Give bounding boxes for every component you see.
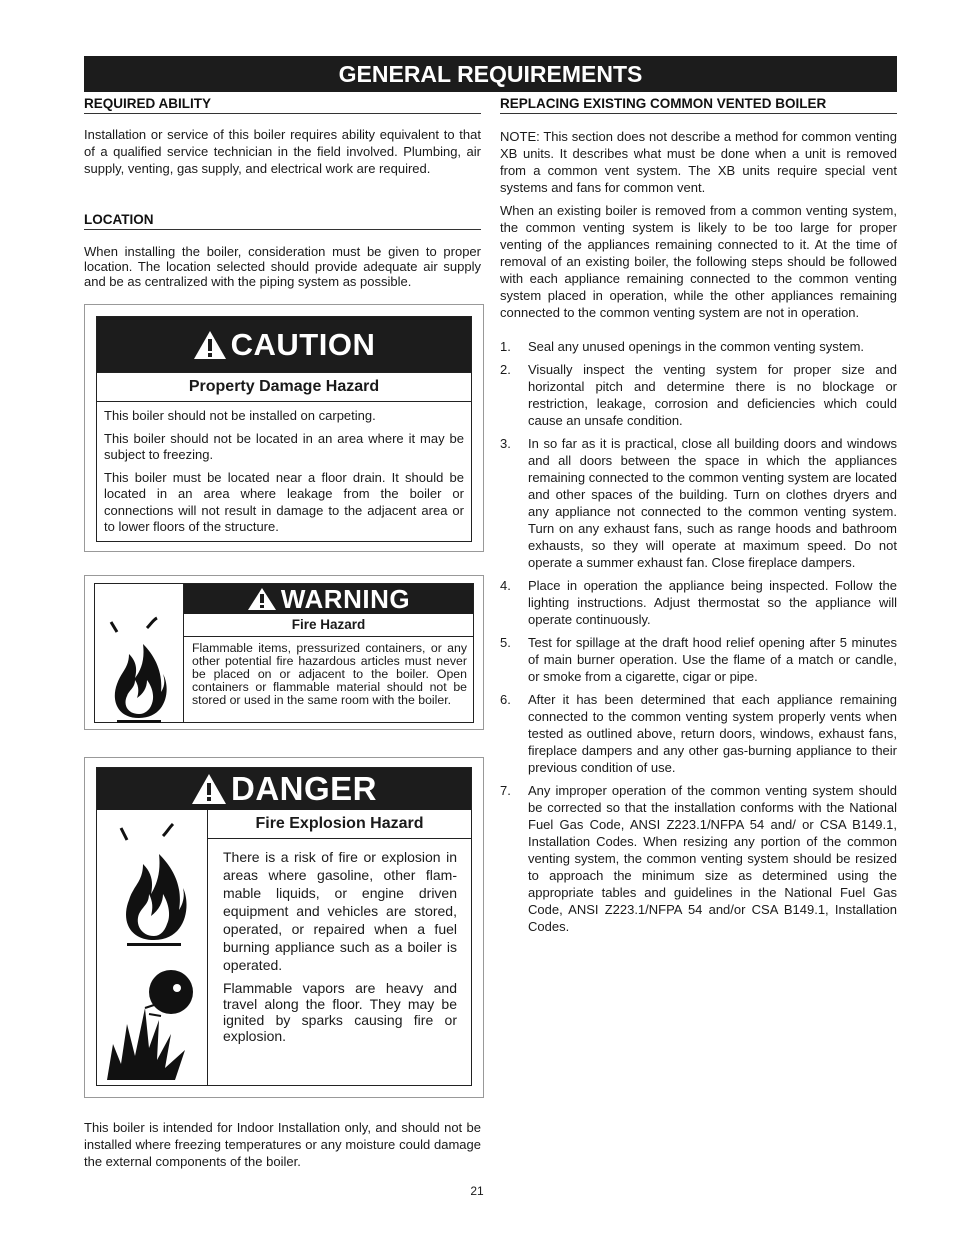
list-item: [500, 634, 897, 685]
required-ability-text: Installation or service of this boiler requires ability equivalent to that of a qualified service technician in the field involved. Plumbing, air supply, venting, gas supply, and electrical work are required.: [84, 127, 481, 176]
replacing-heading: REPLACING EXISTING COMMON VENTED BOILER: [500, 96, 897, 114]
list-item: [500, 338, 897, 355]
caution-hazard-title: Property Damage Hazard: [97, 372, 471, 402]
step-number: 7.: [500, 783, 511, 798]
step-number: 2.: [500, 362, 511, 377]
warning-label: [84, 575, 484, 730]
step-number: 1.: [500, 339, 511, 354]
caution-header: [97, 317, 471, 372]
replacing-boiler-section: [500, 96, 897, 941]
page-number: 21: [470, 1184, 484, 1198]
caution-message: This boiler should not be located in an area where it may be subject to freezing.: [104, 430, 464, 462]
list-item: [500, 691, 897, 776]
step-text: After it has been determined that each appliance remaining connected to the common venting system properly vents when tested as outlined above, return doors, windows, exhaust fans, fireplace dampers and any other gas-burning appliance to their previous condition of use.: [528, 692, 897, 775]
step-text: In so far as it is practical, close all building doors and windows and all doors between the space in which the appliances remaining connected to the common venting system are located and other spaces of the building. Turn on clothes dryers and any appliance not connected to the common venting system. Turn on any exhaust fans, such as range hoods and bathroom exhausts, so they will operate at maximum speed. Do not operate a summer exhaust fan. Close fireplace dampers.: [528, 436, 897, 570]
location-section: [84, 212, 481, 289]
list-item: [500, 435, 897, 571]
page-title: GENERAL REQUIREMENTS: [84, 56, 897, 92]
step-text: Place in operation the appliance being inspected. Follow the lighting instructions. Adjust thermostat so the appliance will operate continuously.: [528, 578, 897, 627]
step-text: Any improper operation of the common venting system should be corrected so that the installation conforms with the National Fuel Gas Code, ANSI Z223.1/NFPA 54 and/ or CSA B149.1, Installation Codes. When resizing any portion of the common venting system, the common venting system should be resized to approach the minimum size as determined using the appropriate tables and guidelines in the National Fuel Gas Code, ANSI Z223.1/NFPA 54 and/or CSA B149.1, Installation Codes.: [528, 783, 897, 934]
danger-signal-word: DANGER: [230, 770, 377, 807]
required-ability-heading: REQUIRED ABILITY: [84, 96, 481, 114]
danger-label: [84, 757, 484, 1098]
caution-label: [84, 304, 484, 552]
warning-header: [184, 584, 473, 614]
step-number: 3.: [500, 436, 511, 451]
fire-icon: [117, 820, 191, 950]
list-item: [500, 577, 897, 628]
step-text: Seal any unused openings in the common venting system.: [528, 339, 865, 354]
fire-icon: [107, 614, 171, 724]
venting-steps-list: [500, 338, 897, 935]
danger-hazard-title: Fire Explosion Hazard: [208, 810, 471, 839]
replacing-intro: When an existing boiler is removed from a common venting system, the common venting system is likely to be too large for proper venting of the appliances remaining connected to it. At the time of removal of an existing boiler, the following steps should be followed with each appliance remaining connected to the common venting system placed in operation, while the other appliances remaining connected to the common venting system are not in operation.: [500, 203, 897, 320]
danger-message: Flammable vapors are heavy and travel along the floor. They may be ignited by sparks causing fire or explosion.: [223, 980, 457, 1044]
location-heading: LOCATION: [84, 212, 481, 230]
caution-message: This boiler must be located near a floor drain. It should be located in an area where leakage from the boiler or connections will not result in damage to the adjacent area or to lower floors of the structure.: [104, 469, 464, 534]
indoor-installation-note: This boiler is intended for Indoor Installation only, and should not be installed where freezing temperatures or any moisture could damage the external components of the boiler.: [84, 1120, 481, 1169]
warning-hazard-title: Fire Hazard: [184, 614, 473, 637]
step-text: Visually inspect the venting system for proper size and horizontal pitch and determine there is no blockage or restriction, leakage, corrosion and deficiencies which could cause an unsafe condition.: [528, 362, 897, 428]
alert-triangle-icon: [191, 773, 227, 805]
explosion-icon: [105, 964, 201, 1084]
alert-triangle-icon: [193, 330, 227, 360]
replacing-note: NOTE: This section does not describe a method for common venting XB units. It describes what must be done when a unit is removed from a common vent system. The XB units require special vent systems and fans for common vent.: [500, 129, 897, 195]
warning-signal-word: WARNING: [280, 583, 411, 614]
danger-header: [97, 768, 471, 810]
step-number: 4.: [500, 578, 511, 593]
caution-messages: [97, 402, 471, 536]
step-number: 5.: [500, 635, 511, 650]
list-item: [500, 782, 897, 935]
step-text: Test for spillage at the draft hood relief opening after 5 minutes of main burner operation. Use the flame of a match or candle, or smoke from a cigarette, cigar or pipe.: [528, 635, 897, 684]
list-item: [500, 361, 897, 429]
warning-message: Flammable items, pressurized containers, or any other potential fire hazardous articles must never be placed on or adjacent to the boiler. Open containers or flammable material should not be stored or used in the same room with the boiler.: [192, 641, 467, 707]
required-ability-section: [84, 96, 481, 177]
caution-message: This boiler should not be installed on carpeting.: [104, 408, 376, 423]
step-number: 6.: [500, 692, 511, 707]
alert-triangle-icon: [247, 587, 277, 611]
danger-message: There is a risk of fire or explosion in areas where gasoline, other flam-mable liquids, or engine driven equipment and vehicles are stored, operated, or repaired when a fuel burning appliance such as a boiler is operated.: [223, 849, 457, 973]
location-text: When installing the boiler, consideration must be given to proper location. The location selected should provide adequate air supply and be as centralized with the piping system as possible.: [84, 244, 481, 289]
caution-signal-word: CAUTION: [230, 326, 376, 362]
